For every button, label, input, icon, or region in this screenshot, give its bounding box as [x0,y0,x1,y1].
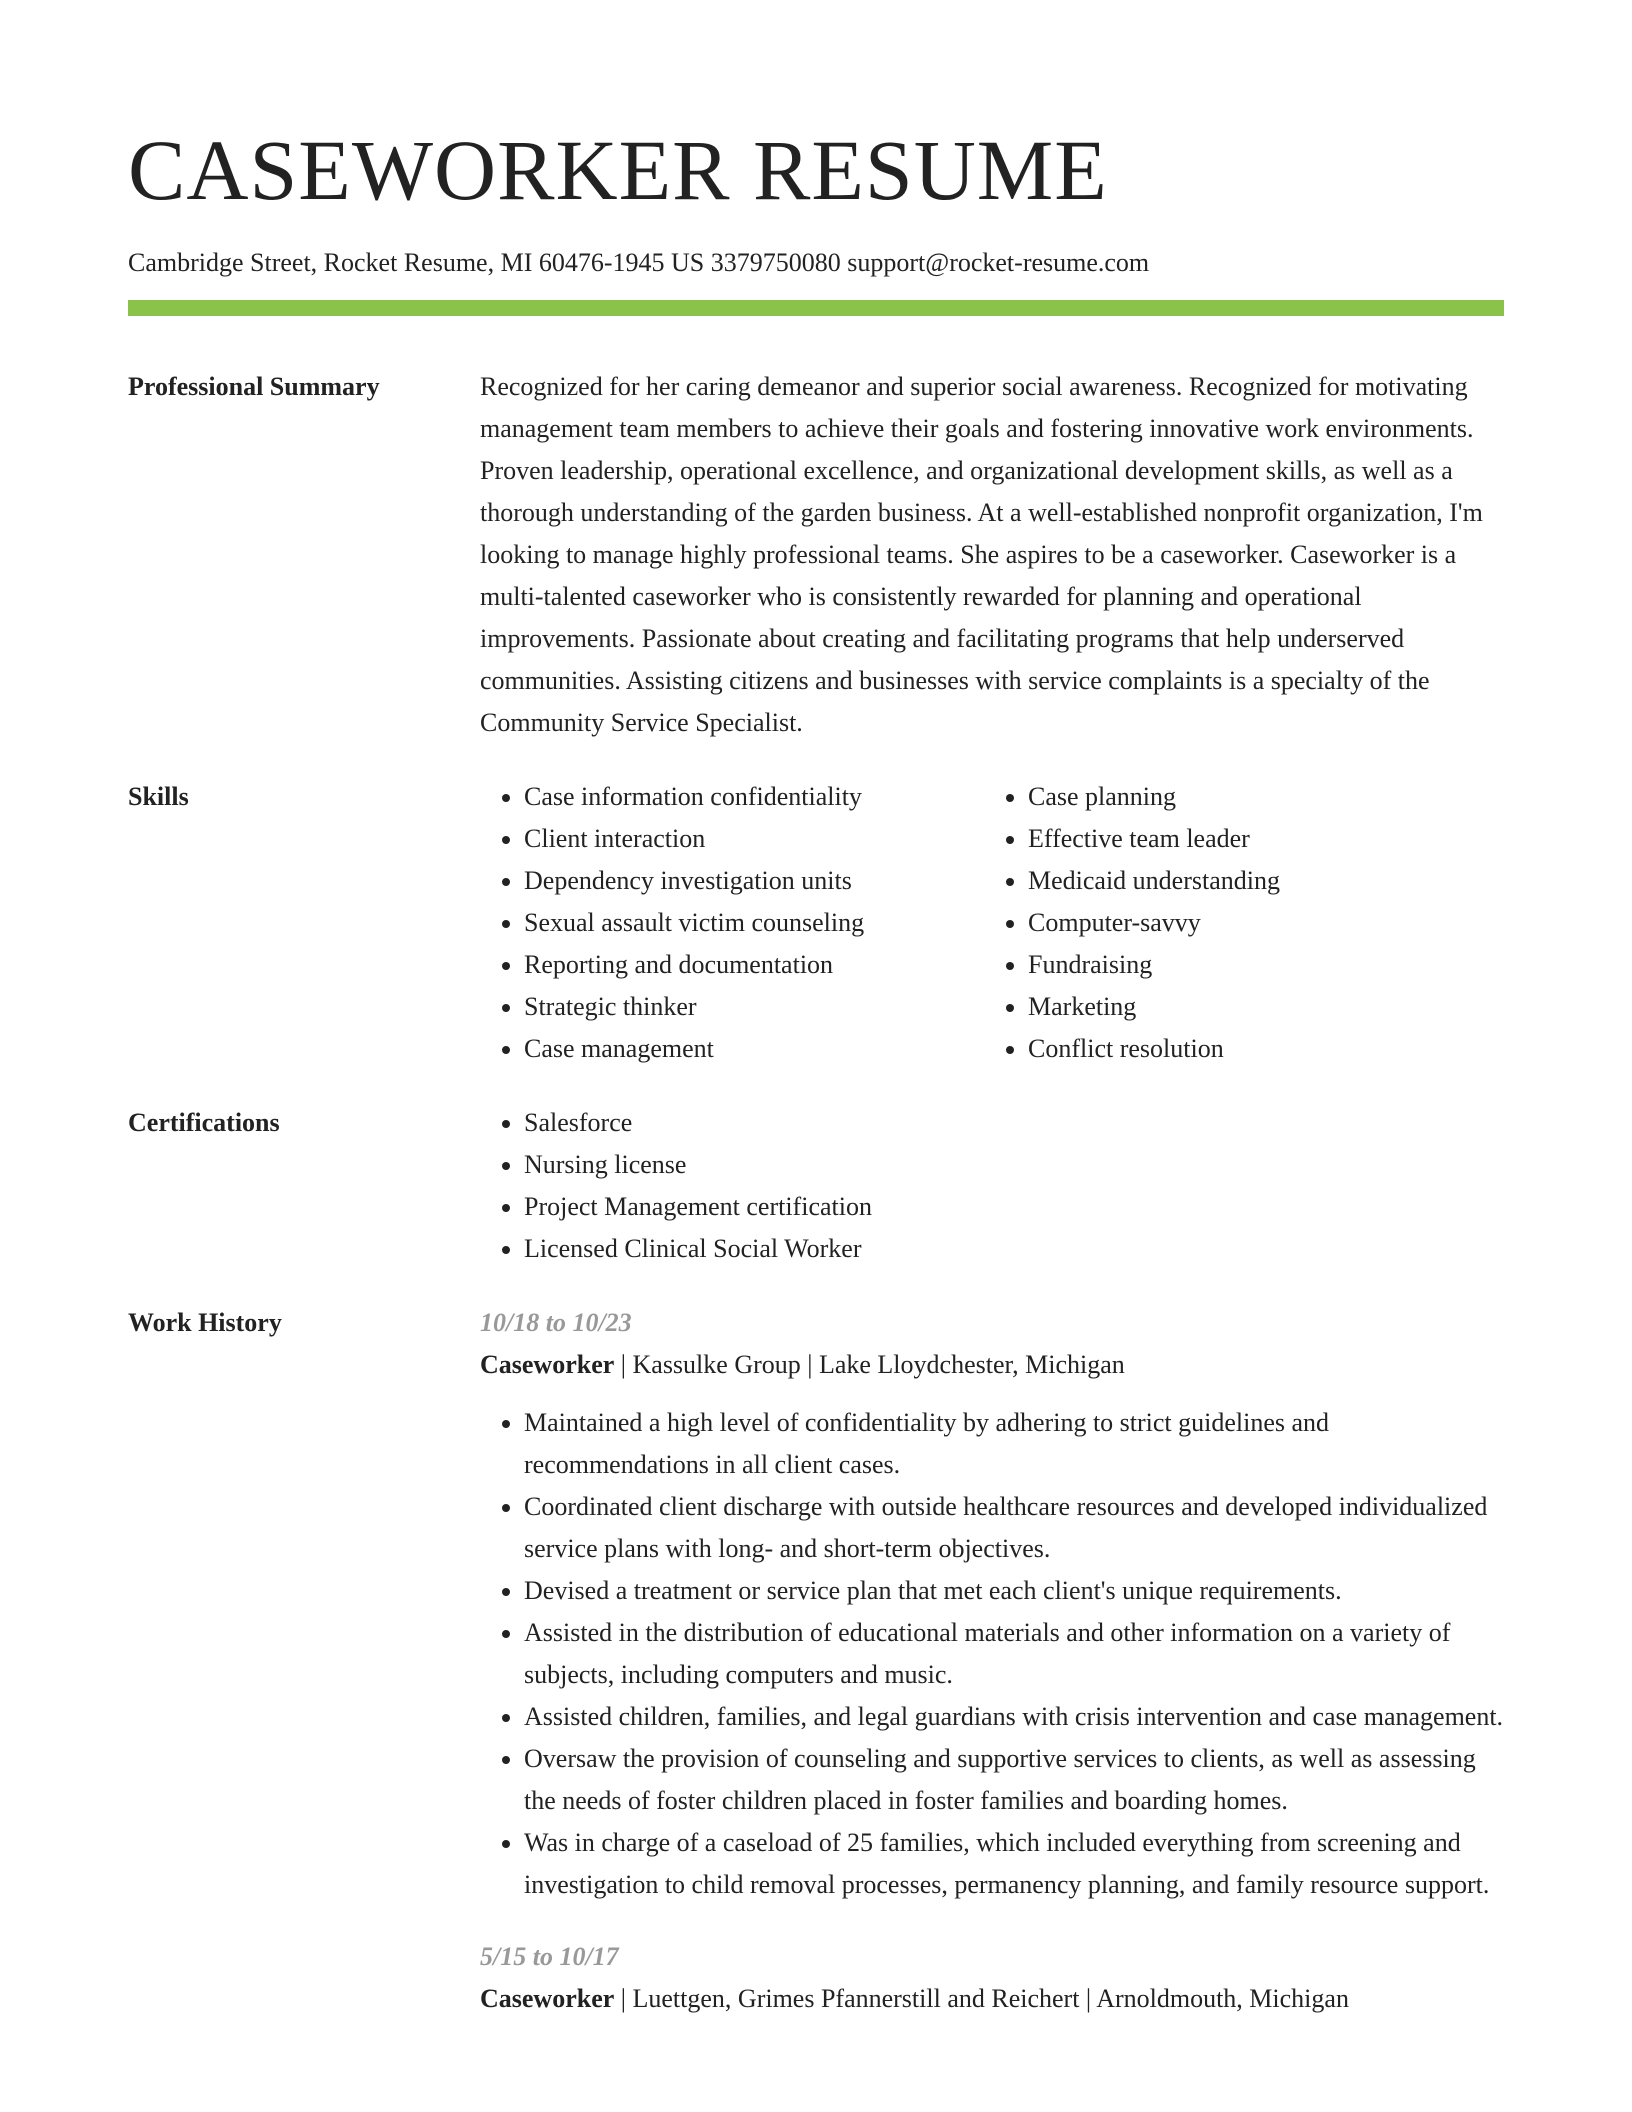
skill-item: • Case management [524,1028,984,1070]
job-bullet: • Assisted in the distribution of educational materials and other information on a variety of subjects, including computers and music. [524,1612,1504,1696]
skill-item: • Fundraising [1028,944,1488,986]
professional-summary-section [128,366,1504,744]
resume-page [128,0,1504,2020]
work-history-section [128,1302,1504,2020]
skills-column-right [984,776,1488,1070]
job-entry [480,1302,1504,1906]
skills-section [128,776,1504,1070]
skill-item: • Dependency investigation units [524,860,984,902]
summary-text: Recognized for her caring demeanor and superior social awareness. Recognized for motivating management team members to achieve their goals and fostering innovative work environments. Proven leadership, operational excellence, and organizational development skills, as well as a thorough understanding of the garden business. At a well-established nonprofit organization, I'm looking to manage highly professional teams. She aspires to be a caseworker. Caseworker is a multi-talented caseworker who is consistently rewarded for planning and operational improvements. Passionate about creating and facilitating programs that help underserved communities. Assisting citizens and businesses with service complaints is a specialty of the Community Service Specialist. [480,372,1483,737]
skill-item: • Reporting and documentation [524,944,984,986]
job-dates: 5/15 to 10/17 [480,1942,619,1971]
skill-item: • Effective team leader [1028,818,1488,860]
certification-item: • Licensed Clinical Social Worker [524,1228,1504,1270]
job-bullet: • Was in charge of a caseload of 25 families, which included everything from screening and investigation to child removal processes, permanency planning, and family resource support. [524,1822,1504,1906]
skill-item: • Marketing [1028,986,1488,1028]
job-details: | Luettgen, Grimes Pfannerstill and Reichert | Arnoldmouth, Michigan [614,1984,1349,2013]
certification-item: • Project Management certification [524,1186,1504,1228]
certification-item: • Nursing license [524,1144,1504,1186]
skill-item: • Case information confidentiality [524,776,984,818]
skills-list-right [984,776,1488,1070]
job-bullet: • Maintained a high level of confidentiality by adhering to strict guidelines and recommendations in all client cases. [524,1402,1504,1486]
section-body [480,1102,1504,1270]
job-bullet: • Coordinated client discharge with outside healthcare resources and developed individualized service plans with long- and short-term objectives. [524,1486,1504,1570]
certifications-section [128,1102,1504,1270]
job-title: Caseworker [480,1350,615,1379]
job-dates: 10/18 to 10/23 [480,1308,632,1337]
skill-item: • Sexual assault victim counseling [524,902,984,944]
skill-item: • Conflict resolution [1028,1028,1488,1070]
section-label: Skills [128,782,189,811]
section-body [480,366,1504,744]
section-label: Certifications [128,1108,280,1137]
section-body [480,776,1504,1070]
job-entry [480,1936,1504,2020]
resume-title: CASEWORKER RESUME [128,122,1108,218]
section-label: Work History [128,1308,282,1337]
job-title: Caseworker [480,1984,615,2013]
job-heading [480,1344,1504,1386]
skill-item: • Computer-savvy [1028,902,1488,944]
job-details: | Kassulke Group | Lake Lloydchester, Michigan [614,1350,1125,1379]
job-heading [480,1978,1504,2020]
section-label: Professional Summary [128,372,380,401]
contact-info: Cambridge Street, Rocket Resume, MI 60476-1945 US 3379750080 support@rocket-resume.com [128,248,1150,277]
section-body [480,1302,1504,2020]
skill-item: • Strategic thinker [524,986,984,1028]
accent-divider [128,300,1504,316]
job-bullet: • Assisted children, families, and legal guardians with crisis intervention and case management. [524,1696,1504,1738]
skill-item: • Case planning [1028,776,1488,818]
skills-columns [480,776,1504,1070]
job-bullets [480,1402,1504,1906]
skill-item: • Medicaid understanding [1028,860,1488,902]
skill-item: • Client interaction [524,818,984,860]
skills-list-left [480,776,984,1070]
skills-column-left [480,776,984,1070]
certifications-list [480,1102,1504,1270]
certification-item: • Salesforce [524,1102,1504,1144]
job-bullet: • Oversaw the provision of counseling and supportive services to clients, as well as assessing the needs of foster children placed in foster families and boarding homes. [524,1738,1504,1822]
job-bullet: • Devised a treatment or service plan that met each client's unique requirements. [524,1570,1504,1612]
